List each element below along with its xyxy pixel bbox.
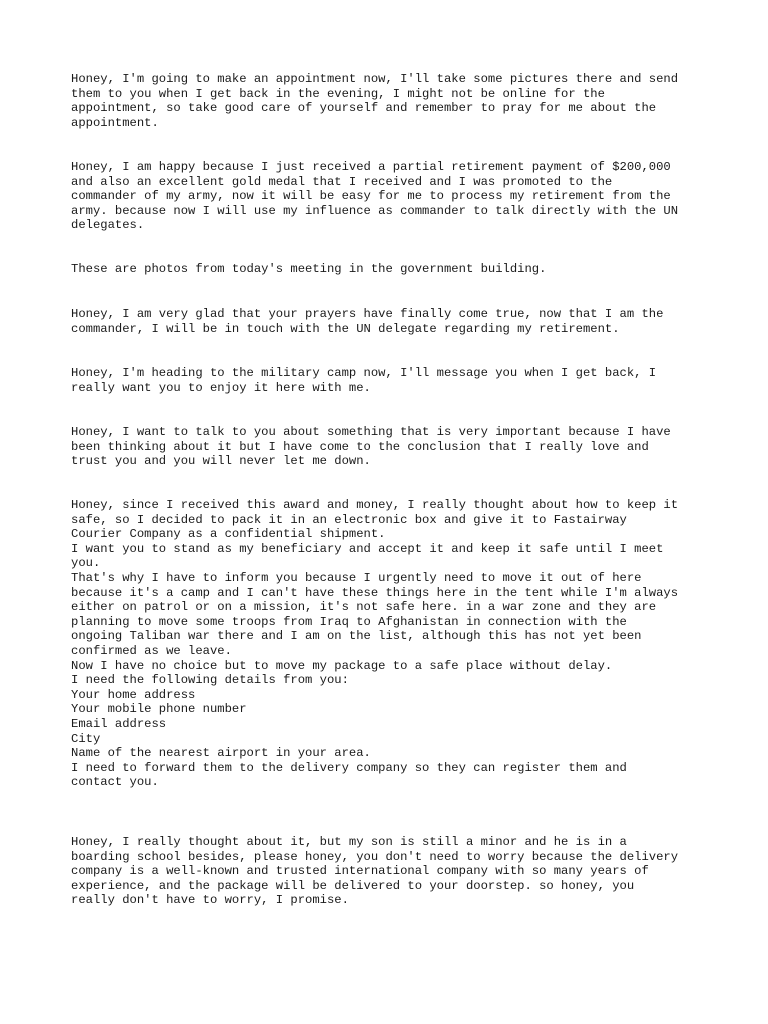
text-line: Your home address <box>71 687 196 702</box>
text-line: I need the following details from you: <box>71 673 349 688</box>
text-line: you. <box>71 556 101 571</box>
text-line: Email address <box>71 716 167 731</box>
text-line: These are photos from today's meeting in the government building. <box>71 262 547 276</box>
text-line: confirmed as we leave. <box>71 643 232 658</box>
text-line: appointment, so take good care of yourself and remember to pray for me about the <box>71 101 657 116</box>
text-line: That's why I have to inform you because I urgently need to move it out of here <box>71 570 642 585</box>
text-line: either on patrol or on a mission, it's not safe here. in a war zone and they are <box>71 600 657 615</box>
text-line: Honey, I really thought about it, but my son is still a minor and he is in a <box>71 835 627 849</box>
text-line: safe, so I decided to pack it in an electronic box and give it to Fastairway <box>71 512 627 527</box>
paragraph-photos <box>71 262 731 277</box>
text-line: appointment. <box>71 115 159 130</box>
text-line: Honey, I'm going to make an appointment now, I'll take some pictures there and send <box>71 72 679 86</box>
paragraph-prayers <box>71 307 731 336</box>
text-line: City <box>71 731 101 746</box>
text-line: contact you. <box>71 775 159 790</box>
text-line: because it's a camp and I can't have these things here in the tent while I'm always <box>71 585 679 600</box>
text-line: Honey, I want to talk to you about something that is very important because I have <box>71 425 671 439</box>
text-line: Your mobile phone number <box>71 702 247 717</box>
text-line: delegates. <box>71 218 145 233</box>
text-line: commander of my army, now it will be easy for me to process my retirement from the <box>71 189 671 204</box>
paragraph-retirement-payment <box>71 160 731 233</box>
paragraph-important <box>71 425 731 469</box>
paragraph-military-camp <box>71 366 731 395</box>
text-line: boarding school besides, please honey, you don't need to worry because the delivery <box>71 849 679 864</box>
text-line: Honey, since I received this award and money, I really thought about how to keep it <box>71 498 679 512</box>
text-line: and also an excellent gold medal that I received and I was promoted to the <box>71 174 613 189</box>
paragraph-award-package <box>71 498 731 790</box>
text-line: Honey, I'm heading to the military camp now, I'll message you when I get back, I <box>71 366 657 380</box>
text-line: Name of the nearest airport in your area. <box>71 746 371 761</box>
text-line: Honey, I am happy because I just received a partial retirement payment of $200,000 <box>71 160 671 174</box>
text-line: I need to forward them to the delivery company so they can register them and <box>71 760 627 775</box>
text-line: army. because now I will use my influence as commander to talk directly with the UN <box>71 203 679 218</box>
text-line: them to you when I get back in the evening, I might not be online for the <box>71 86 605 101</box>
text-line: I want you to stand as my beneficiary and accept it and keep it safe until I meet <box>71 541 664 556</box>
text-line: planning to move some troops from Iraq to Afghanistan in connection with the <box>71 614 627 629</box>
text-line: company is a well-known and trusted international company with so many years of <box>71 864 649 879</box>
text-line: really don't have to worry, I promise. <box>71 893 349 908</box>
paragraph-son-minor <box>71 835 731 908</box>
text-line: really want you to enjoy it here with me. <box>71 380 371 395</box>
text-line: ongoing Taliban war there and I am on the list, although this has not yet been <box>71 629 642 644</box>
text-line: Honey, I am very glad that your prayers have finally come true, now that I am the <box>71 307 664 321</box>
text-line: experience, and the package will be delivered to your doorstep. so honey, you <box>71 878 635 893</box>
text-line: trust you and you will never let me down. <box>71 454 371 469</box>
text-line: been thinking about it but I have come to the conclusion that I really love and <box>71 439 649 454</box>
text-line: Courier Company as a confidential shipment. <box>71 527 386 542</box>
text-line: commander, I will be in touch with the UN delegate regarding my retirement. <box>71 321 620 336</box>
text-line: Now I have no choice but to move my package to a safe place without delay. <box>71 658 613 673</box>
paragraph-appointment <box>71 72 731 130</box>
